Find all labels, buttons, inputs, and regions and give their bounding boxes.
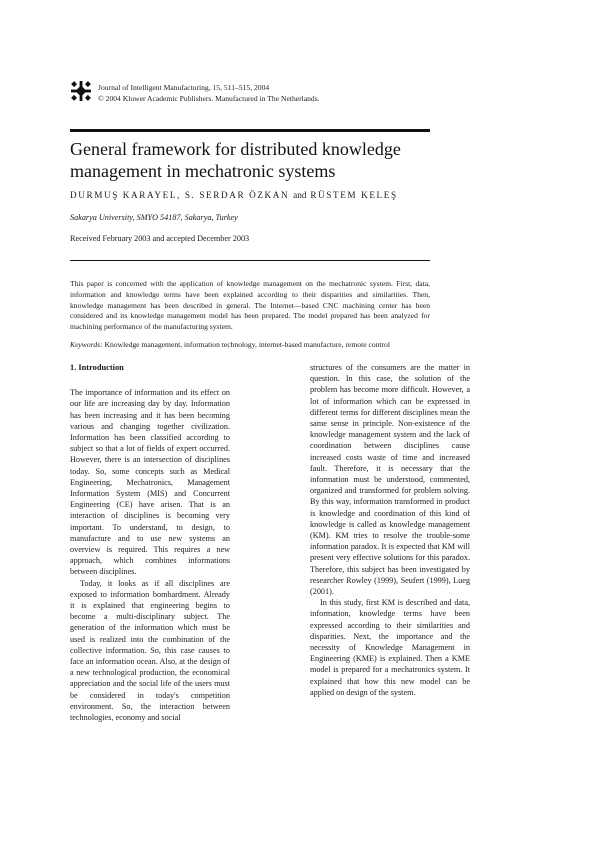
abstract-rule (70, 260, 430, 261)
author-affiliation: Sakarya University, SMYO 54187, Sakarya, Turkey (70, 213, 238, 222)
abstract-text: This paper is concerned with the application of knowledge management on the mechatronic system. First, data, information and knowledge terms have been explained according to their disparities and similarities. Then, knowledge management has been described in general. The Internet—based CNC machining center has been considered and its knowledge management model has been prepared. The model prepared has been analyzed for machining performance of the manufacturing system. (70, 279, 430, 332)
body-paragraph: In this study, first KM is described and data, information, knowledge terms have been expressed according to their similarities and disparities. Next, the importance and the necessity of Knowledge Management in Engineering (KME) is explained. Then a KME model is prepared for a mechatronics system. It explained that how this new model can be applied on design of the system. (310, 598, 470, 697)
body-paragraph: The importance of information and its effect on our life are increasing day by day. Information has been increasing and it has been becoming various and changing together civilization. Information has been classified according to subject so that a lot of fields of expert occurred. However, there is an intersection of disciplines today. So, some concepts such as Medical Engineering, Mechatronics, Management Information System (MIS) and Concurrent Engineering (CE) have arisen. That is an interaction of disciplines is becoming very important. To understand, to design, to manufacture and to use new systems an overview is required. This requires a new approach, which combines informations between disciplines. (70, 388, 230, 577)
article-title: General framework for distributed knowledge management in mechatronic systems (70, 139, 401, 181)
keywords-text: Knowledge management, information technology, internet-based manufacture, remote control (104, 340, 390, 349)
author-list (70, 190, 398, 200)
body-paragraph: structures of the consumers are the matter in question. In this case, the solution of the problem has become more difficult. However, a lot of information which can be expressed in different terms for different disciplines mean the same sense in principle. Non-existence of the knowledge management system and the lack of coordination between disciplines cause increased costs waste of time and increased fault. Therefore, it is necessary that the information must be understood, commented, organized and transformed for problem solving. By this way, information transformed in product is knowledge and coordination of this kind of knowledge is called as knowledge management (KM). KM tries to resolve the trouble-some information paradox. It is expected that KM will present very effective solutions for this paradox. Therefore, this subject has been investigated by researcher Rowley (1999), Seufert (1999), Lueg (2001). (310, 363, 470, 597)
journal-citation (98, 82, 320, 104)
body-column-left (70, 362, 230, 723)
authors-last: RÜSTEM KELEŞ (310, 190, 398, 200)
keywords-label: Keywords: (70, 340, 103, 349)
title-rule-top (70, 129, 430, 132)
body-column-right (310, 362, 470, 698)
section-heading-introduction: 1. Introduction (70, 363, 124, 372)
keywords (70, 340, 430, 351)
publisher-logo-icon (70, 80, 92, 102)
journal-line: Journal of Intelligent Manufacturing, 15, 511–515, 2004 (98, 83, 270, 92)
authors-and: and (293, 190, 307, 200)
received-dates: Received February 2003 and accepted December 2003 (70, 234, 250, 243)
copyright-line: © 2004 Kluwer Academic Publishers. Manufactured in The Netherlands. (98, 94, 320, 103)
body-paragraph: Today, it looks as if all disciplines are exposed to information bombardment. Already it is explained that engineering begins to become a multi-disciplinary subject. The generation of the information which must be used is realized into the combination of the collective information. So, this case causes to face an information ocean. Also, at the design of a new technological production, the economical appreciation and the social life of the users must be considered in today's competition environment. So, the interaction between technologies, economy and social (70, 578, 230, 723)
authors-main: DURMUŞ KARAYEL, S. SERDAR ÖZKAN (70, 190, 290, 200)
